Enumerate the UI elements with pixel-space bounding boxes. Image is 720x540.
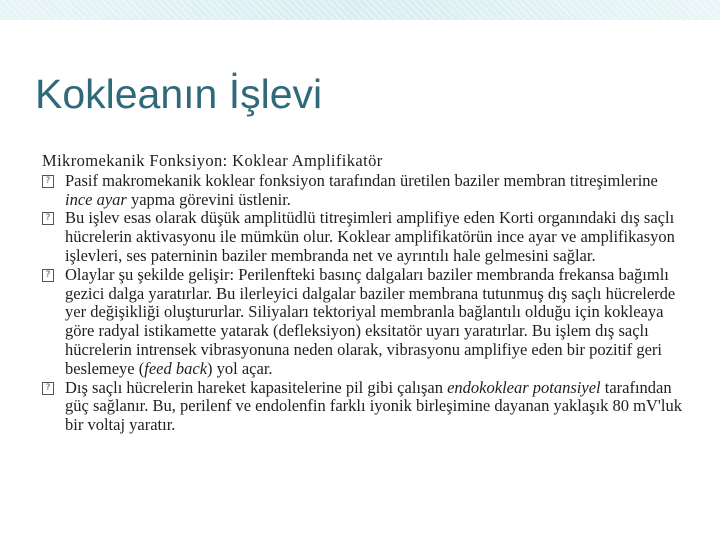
- bullet-text: [65, 266, 682, 379]
- bullet-item: [42, 266, 682, 379]
- page-title: Kokleanın İşlevi: [35, 71, 323, 117]
- bullet-marker-icon: ?: [42, 175, 54, 188]
- text-run: Pasif makromekanik koklear fonksiyon tarafından üretilen baziler membran titreşimlerine: [65, 170, 658, 190]
- bullet-item: [42, 379, 682, 435]
- bullet-text: [65, 209, 682, 265]
- bullet-item: [42, 172, 682, 210]
- text-run: ) yol açar.: [207, 358, 273, 378]
- bullet-item: [42, 209, 682, 265]
- italic-term: endokoklear potansiyel: [447, 377, 601, 397]
- bullet-marker-icon: ?: [42, 382, 54, 395]
- slide-content: [42, 152, 682, 435]
- bullet-list: [42, 172, 682, 435]
- text-run: tarafından güç sağlanır. Bu, perilenf ve endolenfin farklı iyonik birleşimine dayanan yaklaşık 80 mV'luk bir voltaj yaratır.: [65, 377, 682, 435]
- bullet-marker-icon: ?: [42, 212, 54, 225]
- section-subheading: Mikromekanik Fonksiyon: Koklear Amplifikatör: [42, 151, 383, 170]
- text-run: Dış saçlı hücrelerin hareket kapasitelerine pil gibi çalışan: [65, 377, 448, 397]
- italic-term: ince ayar: [65, 189, 127, 209]
- bullet-text: [65, 379, 682, 435]
- italic-term: feed back: [144, 358, 208, 378]
- decorative-header-band: [0, 0, 720, 20]
- bullet-text: [65, 172, 682, 210]
- text-run: Bu işlev esas olarak düşük amplitüdlü titreşimleri amplifiye eden Korti organındaki dış saçlı hücrelerin aktivasyonu ile mümkün olur. Koklear amplifikatörün ince ayar ve amplifikasyon işlevleri, ses paterninin baziler membranda net ve ayrıntılı hale gelmesini sağlar.: [65, 208, 675, 265]
- text-run: yapma görevini üstlenir.: [126, 189, 291, 209]
- bullet-marker-icon: ?: [42, 269, 54, 282]
- text-run: Olaylar şu şekilde gelişir: Perilenfteki basınç dalgaları baziler membranda frekansa bağımlı gezici dalga yaratırlar. Bu ilerleyici dalgalar baziler membrana tutunmuş dış saçlı hücrelerde yer değişikliği oluştururlar. Siliyaları tektoriyal membranla bağlantılı olduğu için kokleaya göre radyal istikamette yatarak (defleksiyon) eksitatör uyarı yaratırlar. Bu işlem dış saçlı hücrelerin intrensek vibrasyonuna neden olarak, vibrasyonu amplifiye eden bir pozitif geri beslemeye (: [65, 264, 676, 378]
